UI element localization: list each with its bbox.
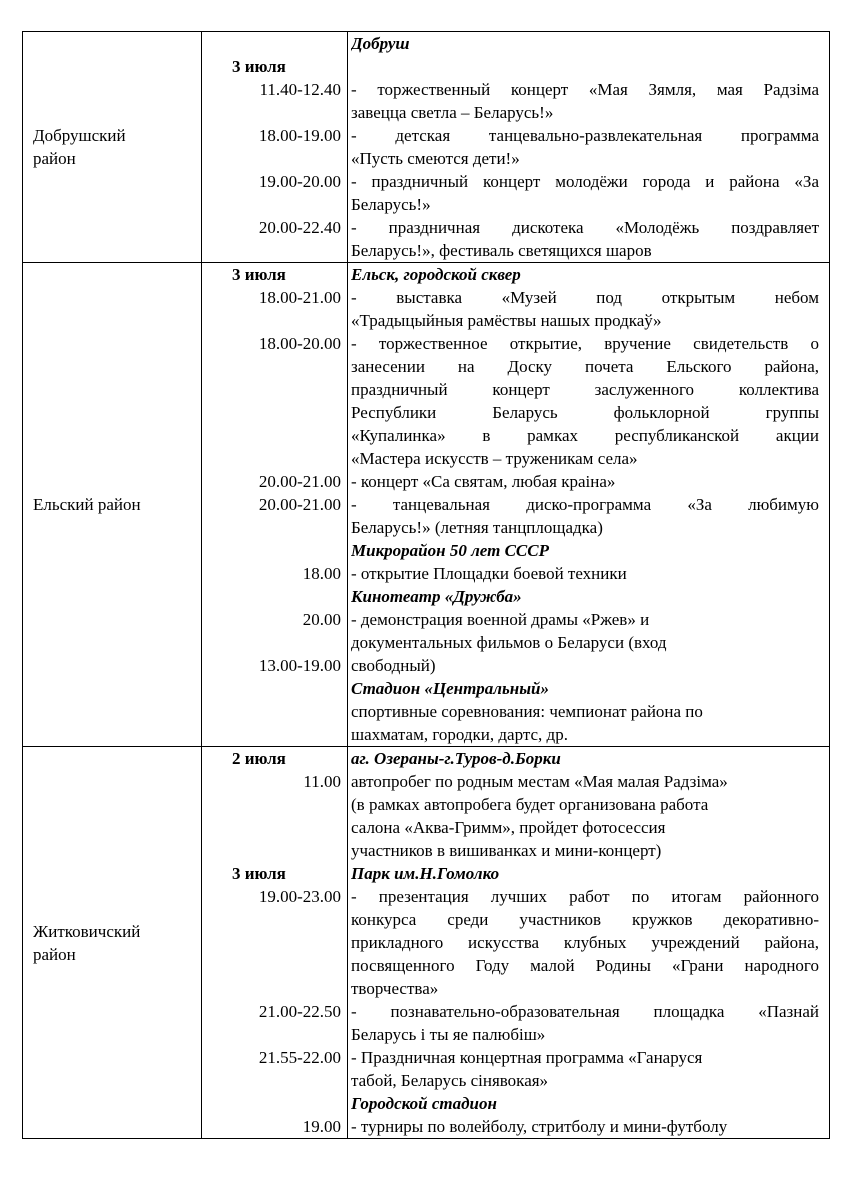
spacer-line xyxy=(351,55,819,78)
spacer-line xyxy=(202,839,341,862)
district-name-line: Ельский район xyxy=(33,495,141,514)
spacer-line xyxy=(202,309,341,332)
event-time: 18.00 xyxy=(302,564,341,583)
district-cell xyxy=(23,747,202,1139)
spacer-line xyxy=(202,908,341,931)
district-name-line: район xyxy=(33,944,76,964)
spacer-line xyxy=(202,147,341,170)
spacer-line xyxy=(202,193,341,216)
spacer-line xyxy=(202,516,341,539)
event-time: 20.00-21.00 xyxy=(258,495,341,514)
event-description-line: шахматам, городки, дартс, др. xyxy=(351,725,568,744)
events-cell xyxy=(348,32,830,263)
district-name-line: Добрушский xyxy=(33,126,126,145)
event-description-line: - выставка «Музей под открытым небом xyxy=(351,288,819,307)
event-description-line: Беларусь!» xyxy=(351,195,431,214)
event-description-line: салона «Аква-Гримм», пройдет фотосессия xyxy=(351,818,666,837)
event-description-line: Беларусь!», фестиваль светящихся шаров xyxy=(351,241,652,260)
date-time-cell xyxy=(202,32,348,263)
event-description-line: - праздничный концерт молодёжи города и района «За xyxy=(351,172,819,191)
event-description-line: - концерт «Са святам, любая краіна» xyxy=(351,472,616,491)
event-description-line: «Купалинка» в рамках республиканской акции xyxy=(351,426,819,445)
district-row xyxy=(23,747,830,1139)
events-cell xyxy=(348,263,830,747)
spacer-line xyxy=(202,1069,341,1092)
spacer-line xyxy=(202,723,341,746)
event-date: 3 июля xyxy=(232,864,286,883)
event-description-line: занесении на Доску почета Ельского района, xyxy=(351,357,819,376)
event-description-line: праздничный концерт заслуженного коллектива xyxy=(351,380,819,399)
spacer-line xyxy=(202,424,341,447)
venue-heading: Стадион «Центральный» xyxy=(351,679,549,698)
event-description-line: - Праздничная концертная программа «Ганаруся xyxy=(351,1048,703,1067)
event-date: 2 июля xyxy=(232,749,286,768)
spacer-line xyxy=(202,401,341,424)
event-description-line: завецца светла – Беларусь!» xyxy=(351,103,554,122)
event-time: 18.00-21.00 xyxy=(258,288,341,307)
event-date: 3 июля xyxy=(232,265,286,284)
district-row xyxy=(23,263,830,747)
spacer-line xyxy=(202,816,341,839)
event-description-line: «Мастера искусств – труженикам села» xyxy=(351,449,638,468)
event-description-line: - презентация лучших работ по итогам районного xyxy=(351,887,819,906)
spacer-line xyxy=(202,1023,341,1046)
spacer-line xyxy=(202,793,341,816)
event-time: 11.00 xyxy=(303,772,341,791)
event-description-line: (в рамках автопробега будет организована работа xyxy=(351,795,709,814)
spacer-line xyxy=(202,447,341,470)
district-cell xyxy=(23,32,202,263)
spacer-line xyxy=(202,1092,341,1115)
schedule-body xyxy=(23,32,830,1139)
spacer-line xyxy=(202,378,341,401)
spacer-line xyxy=(202,585,341,608)
date-time-cell xyxy=(202,263,348,747)
spacer-line xyxy=(202,355,341,378)
event-description-line: табой, Беларусь сінявокая» xyxy=(351,1071,549,1090)
venue-heading: аг. Озераны-г.Туров-д.Борки xyxy=(351,749,561,768)
event-description-line: Беларусь і ты яе палюбіш» xyxy=(351,1025,546,1044)
event-time: 13.00-19.00 xyxy=(258,656,341,675)
event-description-line: - торжественное открытие, вручение свидетельств о xyxy=(351,334,819,353)
event-description-line: прикладного искусства клубных учреждений района, xyxy=(351,933,819,952)
spacer-line xyxy=(202,101,341,124)
event-time: 19.00-23.00 xyxy=(258,887,341,906)
spacer-line xyxy=(202,954,341,977)
venue-heading: Парк им.Н.Гомолко xyxy=(351,864,500,883)
date-time-cell xyxy=(202,747,348,1139)
spacer-line xyxy=(202,931,341,954)
district-cell xyxy=(23,263,202,747)
event-description-line: посвященного Году малой Родины «Грани народного xyxy=(351,956,819,975)
venue-heading: Городской стадион xyxy=(351,1094,497,1113)
spacer-line xyxy=(202,977,341,1000)
event-date: 3 июля xyxy=(232,57,286,76)
event-time: 19.00 xyxy=(302,1117,341,1136)
event-time: 20.00 xyxy=(302,610,341,629)
spacer-line xyxy=(202,631,341,654)
event-time: 21.00-22.50 xyxy=(258,1002,341,1021)
event-description-line: документальных фильмов о Беларуси (вход xyxy=(351,633,667,652)
event-description-line: автопробег по родным местам «Мая малая Радзіма» xyxy=(351,772,728,791)
event-description-line: «Пусть смеются дети!» xyxy=(351,149,520,168)
event-time: 11.40-12.40 xyxy=(259,80,341,99)
event-description-line: - познавательно-образовательная площадка «Пазнай xyxy=(351,1002,819,1021)
spacer-line xyxy=(202,700,341,723)
event-description-line: - демонстрация военной драмы «Ржев» и xyxy=(351,610,650,629)
district-row xyxy=(23,32,830,263)
event-description-line: свободный) xyxy=(351,656,436,675)
event-description-line: - детская танцевально-развлекательная программа xyxy=(351,126,819,145)
events-cell xyxy=(348,747,830,1139)
event-description-line: Республики Беларусь фольклорной группы xyxy=(351,403,819,422)
event-description-line: конкурса среди участников кружков декоративно- xyxy=(351,910,819,929)
district-name-line: район xyxy=(33,149,76,168)
event-description-line: спортивные соревнования: чемпионат района по xyxy=(351,702,703,721)
event-time: 18.00-20.00 xyxy=(258,334,341,353)
district-name-line: Житковичский xyxy=(33,921,141,941)
event-description-line: творчества» xyxy=(351,979,439,998)
event-time: 19.00-20.00 xyxy=(258,172,341,191)
event-time: 20.00-21.00 xyxy=(258,472,341,491)
venue-heading: Микрорайон 50 лет СССР xyxy=(351,541,549,560)
venue-heading: Добруш xyxy=(351,34,410,53)
event-time: 20.00-22.40 xyxy=(258,218,341,237)
event-description-line: - праздничная дискотека «Молодёжь поздравляет xyxy=(351,218,819,237)
event-description-line: - танцевальная диско-программа «За любимую xyxy=(351,495,819,514)
event-description-line: - турниры по волейболу, стритболу и мини-футболу xyxy=(351,1117,728,1136)
event-description-line: Беларусь!» (летняя танцплощадка) xyxy=(351,518,603,537)
event-description-line: - торжественный концерт «Мая Зямля, мая Радзіма xyxy=(351,80,819,99)
venue-heading: Кинотеатр «Дружба» xyxy=(351,587,522,606)
event-time: 21.55-22.00 xyxy=(258,1048,341,1067)
event-description-line: «Традыцыйныя рамёствы нашых продкаў» xyxy=(351,311,662,330)
event-schedule-table xyxy=(22,31,830,1139)
event-description-line: - открытие Площадки боевой техники xyxy=(351,564,627,583)
spacer-line xyxy=(202,539,341,562)
spacer-line xyxy=(202,32,341,55)
event-description-line: участников в вишиванках и мини-концерт) xyxy=(351,841,662,860)
spacer-line xyxy=(202,677,341,700)
venue-heading: Ельск, городской сквер xyxy=(351,265,521,284)
event-time: 18.00-19.00 xyxy=(258,126,341,145)
